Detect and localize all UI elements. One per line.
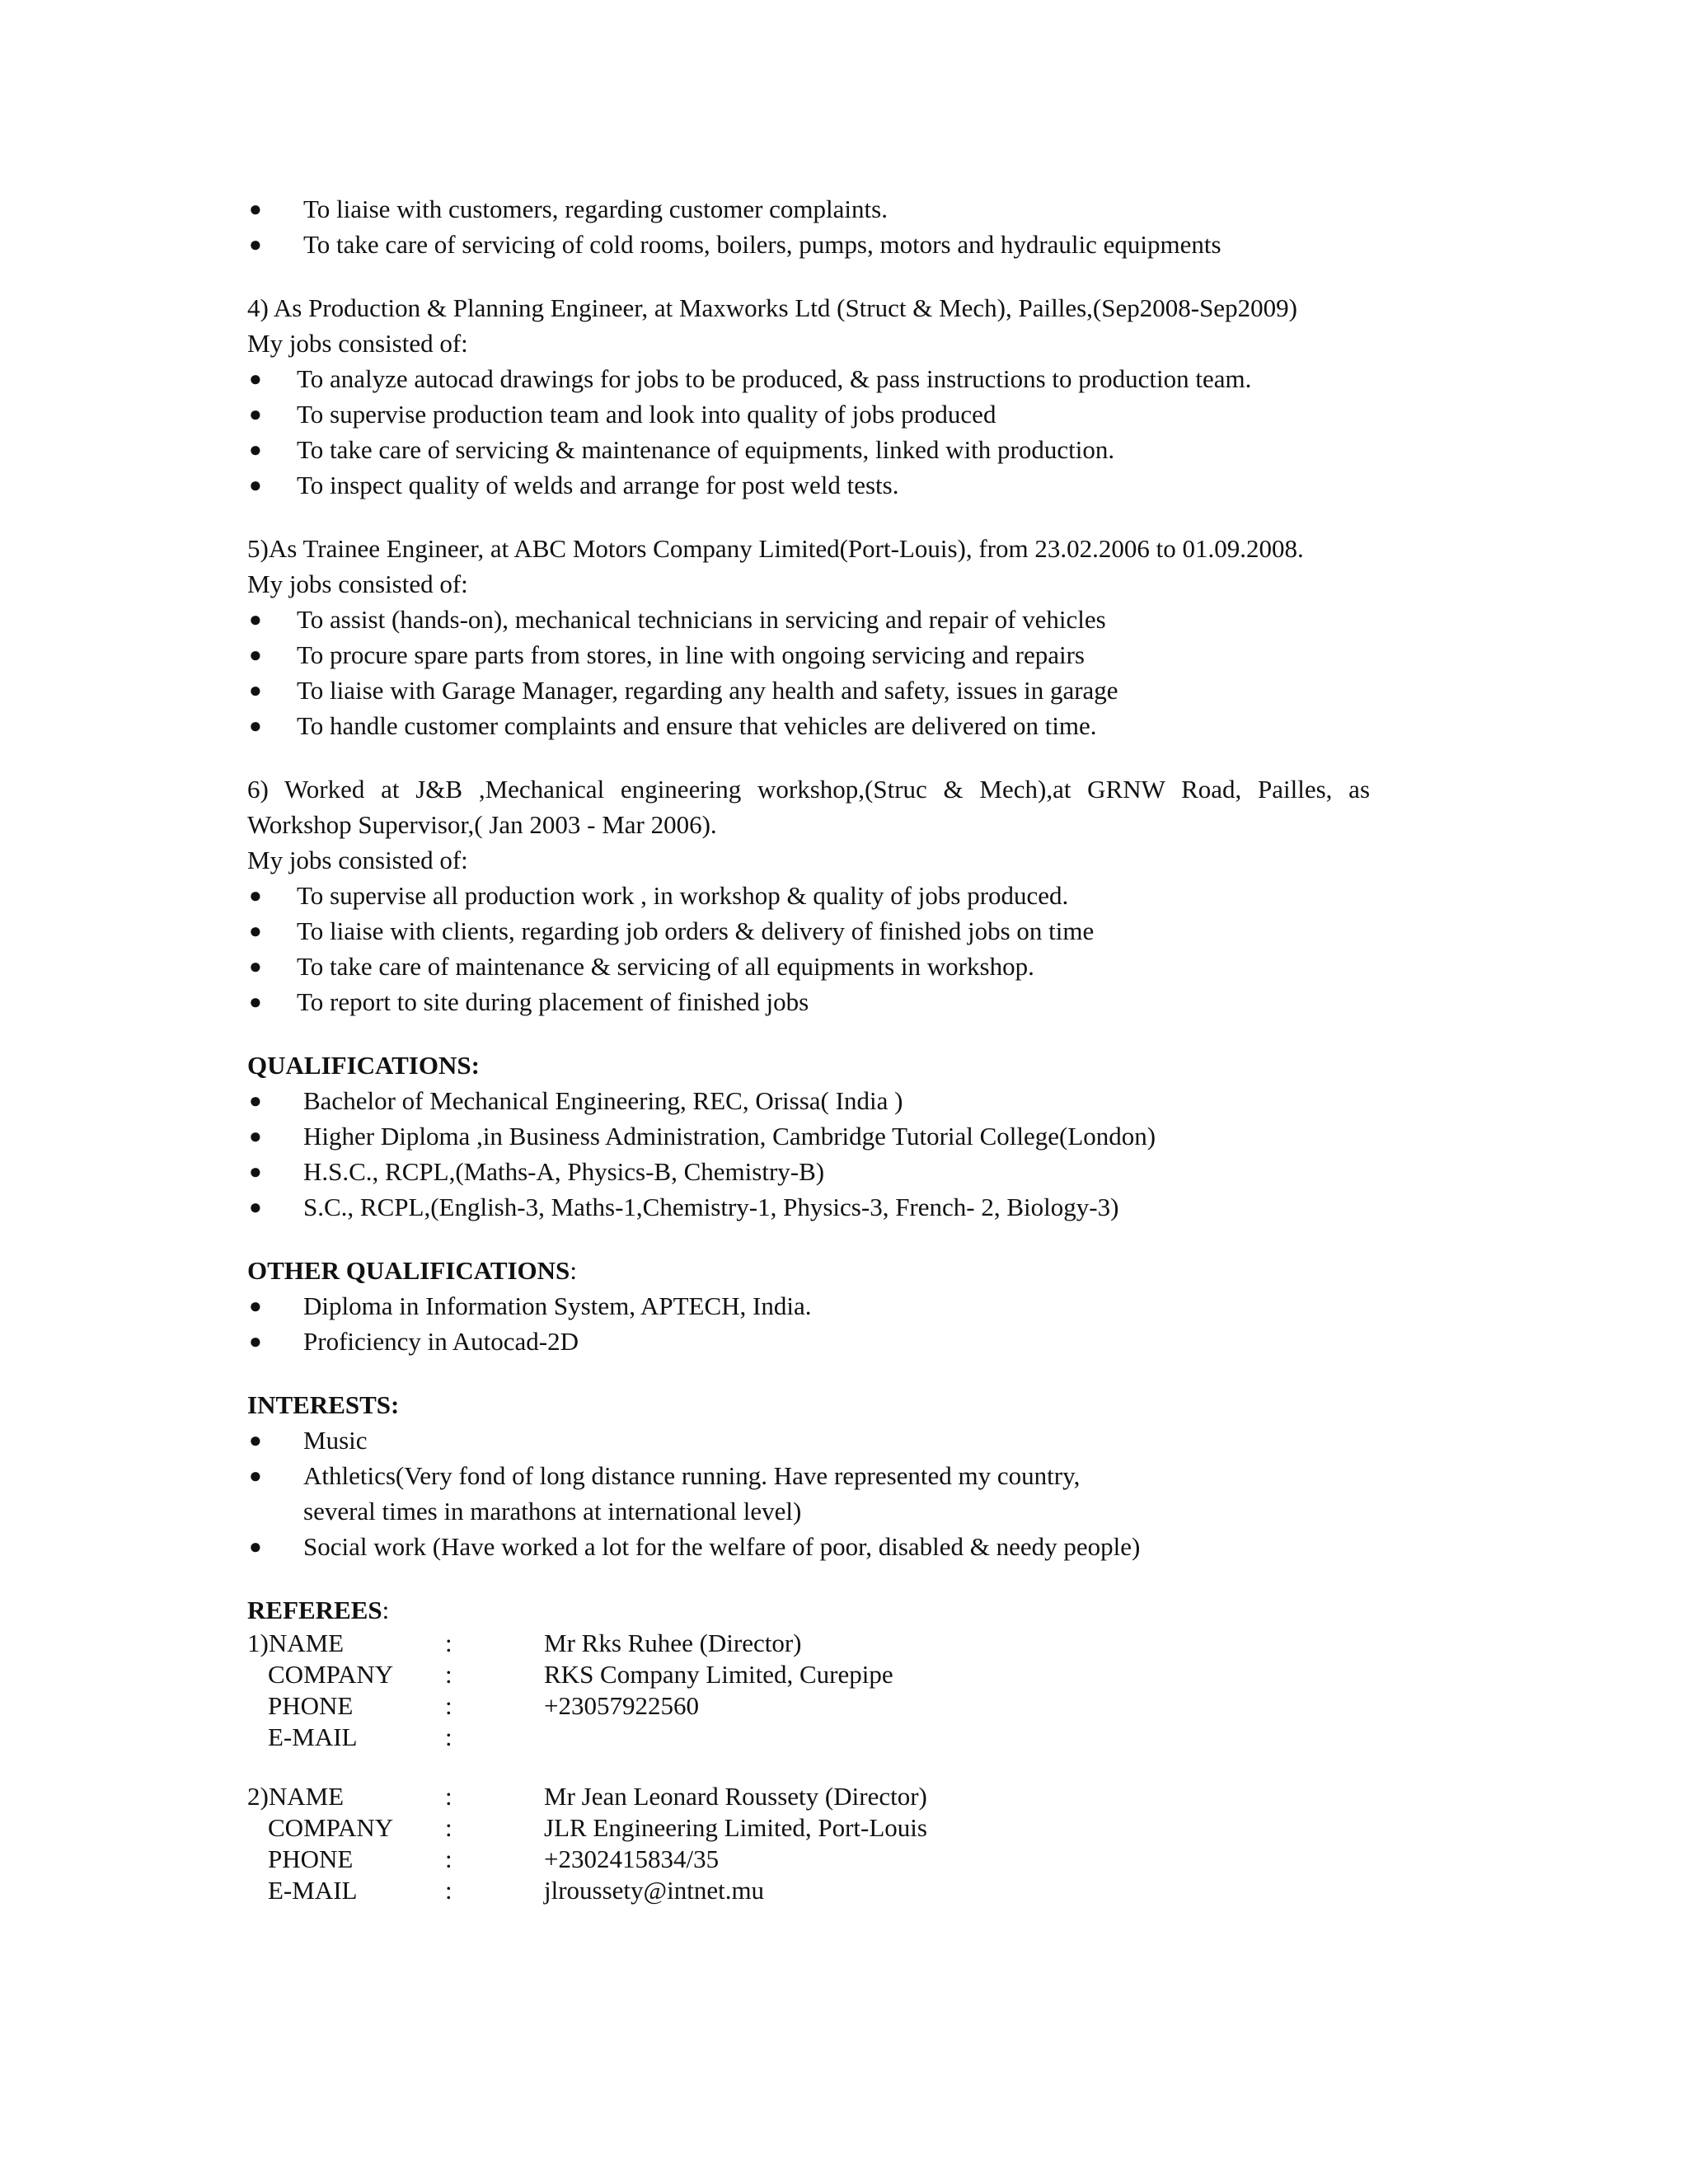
job4-intro: My jobs consisted of:: [247, 329, 468, 358]
bullet-icon: ●: [249, 197, 262, 221]
list-item: ● Bachelor of Mechanical Engineering, REC, Orissa( India ): [247, 1083, 1434, 1118]
job4-title: 4) As Production & Planning Engineer, at Maxworks Ltd (Struct & Mech), Pailles,(Sep2008-Sep2009): [247, 293, 1297, 322]
job5-title: 5)As Trainee Engineer, at ABC Motors Company Limited(Port-Louis), from 23.02.2006 to 01.09.2008.: [247, 534, 1304, 563]
referee-2: [247, 1781, 1434, 1906]
qualifications-heading: QUALIFICATIONS:: [247, 1051, 480, 1080]
referee-row: E-MAIL :: [268, 1722, 452, 1751]
referees-heading: REFEREES:: [247, 1596, 390, 1624]
job6-title-line2: Workshop Supervisor,( Jan 2003 - Mar 2006).: [247, 810, 717, 839]
job6-title-line1: 6) Worked at J&B ,Mechanical engineering workshop,(Struc & Mech),at GRNW Road, Pailles, as: [247, 775, 1371, 804]
bullet-icon: ●: [249, 643, 262, 667]
list-item: ● To take care of servicing & maintenance of equipments, linked with production.: [247, 432, 1434, 467]
list-item: ● Social work (Have worked a lot for the welfare of poor, disabled & needy people): [247, 1529, 1434, 1564]
list-item: ● Diploma in Information System, APTECH, India.: [247, 1288, 1434, 1324]
referee-row: 1)NAME : Mr Rks Ruhee (Director): [247, 1629, 802, 1657]
list-item: ● Music: [247, 1422, 1434, 1458]
job4-duties: [247, 361, 1434, 503]
bullet-icon: ●: [249, 607, 262, 631]
list-item: ● H.S.C., RCPL,(Maths-A, Physics-B, Chemistry-B): [247, 1154, 1434, 1189]
list-item: ● Athletics(Very fond of long distance running. Have represented my country, several times in marathons at international level): [247, 1458, 1434, 1529]
referee-1: [247, 1628, 1434, 1753]
bullet-icon: ●: [249, 1294, 262, 1318]
list-item: ● To liaise with clients, regarding job orders & delivery of finished jobs on time: [247, 913, 1434, 949]
interests-heading: INTERESTS:: [247, 1390, 400, 1419]
list-item: ● To report to site during placement of finished jobs: [247, 984, 1434, 1019]
list-item: ● To take care of servicing of cold rooms, boilers, pumps, motors and hydraulic equipments: [247, 227, 1434, 262]
list-item: ● To supervise production team and look into quality of jobs produced: [247, 396, 1434, 432]
bullet-icon: ●: [249, 919, 262, 943]
bullet-icon: ●: [249, 678, 262, 702]
bullet-icon: ●: [249, 1329, 262, 1353]
bullet-icon: ●: [249, 990, 262, 1014]
bullet-icon: ●: [249, 232, 262, 256]
list-item: ● To assist (hands-on), mechanical technicians in servicing and repair of vehicles: [247, 602, 1434, 637]
bullet-icon: ●: [249, 1464, 262, 1488]
bullet-icon: ●: [249, 1124, 262, 1148]
bullet-icon: ●: [249, 367, 262, 391]
bullet-icon: ●: [249, 1089, 262, 1113]
bullet-icon: ●: [249, 954, 262, 978]
job6-intro: My jobs consisted of:: [247, 846, 468, 874]
email-link[interactable]: jlroussety@intnet.mu: [544, 1876, 765, 1905]
list-item: ● To handle customer complaints and ensure that vehicles are delivered on time.: [247, 708, 1434, 743]
list-item: ● S.C., RCPL,(English-3, Maths-1,Chemistry-1, Physics-3, French- 2, Biology-3): [247, 1189, 1434, 1225]
referee-row: E-MAIL : jlroussety@intnet.mu: [247, 1875, 1434, 1906]
list-item: ● To liaise with customers, regarding customer complaints.: [247, 191, 1434, 227]
other-qualifications-heading: OTHER QUALIFICATIONS:: [247, 1256, 577, 1285]
bullet-icon: ●: [249, 883, 262, 907]
bullet-icon: ●: [249, 438, 262, 462]
bullet-icon: ●: [249, 1428, 262, 1452]
referee-row: COMPANY : RKS Company Limited, Curepipe: [268, 1660, 893, 1689]
bullet-icon: ●: [249, 1535, 262, 1558]
top-duties-list: [247, 191, 1434, 262]
bullet-icon: ●: [249, 402, 262, 426]
bullet-icon: ●: [249, 1195, 262, 1219]
qualifications-list: [247, 1083, 1434, 1225]
other-qualifications-list: [247, 1288, 1434, 1359]
resume-page: [247, 191, 1434, 1906]
list-item: ● Higher Diploma ,in Business Administration, Cambridge Tutorial College(London): [247, 1118, 1434, 1154]
bullet-icon: ●: [249, 714, 262, 738]
list-item: ● Proficiency in Autocad-2D: [247, 1324, 1434, 1359]
bullet-icon: ●: [249, 1160, 262, 1183]
list-item: ● To procure spare parts from stores, in line with ongoing servicing and repairs: [247, 637, 1434, 673]
referee-row: PHONE : +2302415834/35: [268, 1844, 720, 1873]
list-item: ● To liaise with Garage Manager, regarding any health and safety, issues in garage: [247, 673, 1434, 708]
referee-row: COMPANY : JLR Engineering Limited, Port-Louis: [268, 1813, 927, 1842]
job5-intro: My jobs consisted of:: [247, 569, 468, 598]
list-item: ● To supervise all production work , in workshop & quality of jobs produced.: [247, 878, 1434, 913]
referee-row: PHONE : +23057922560: [268, 1691, 699, 1720]
referee-row: 2)NAME : Mr Jean Leonard Roussety (Director): [247, 1782, 927, 1811]
list-item: ● To inspect quality of welds and arrange for post weld tests.: [247, 467, 1434, 503]
interests-list: [247, 1422, 1434, 1564]
job6-duties: [247, 878, 1434, 1019]
bullet-icon: ●: [249, 473, 262, 497]
job5-duties: [247, 602, 1434, 743]
list-item: ● To take care of maintenance & servicing of all equipments in workshop.: [247, 949, 1434, 984]
list-item: ● To analyze autocad drawings for jobs to be produced, & pass instructions to production team.: [247, 361, 1434, 396]
